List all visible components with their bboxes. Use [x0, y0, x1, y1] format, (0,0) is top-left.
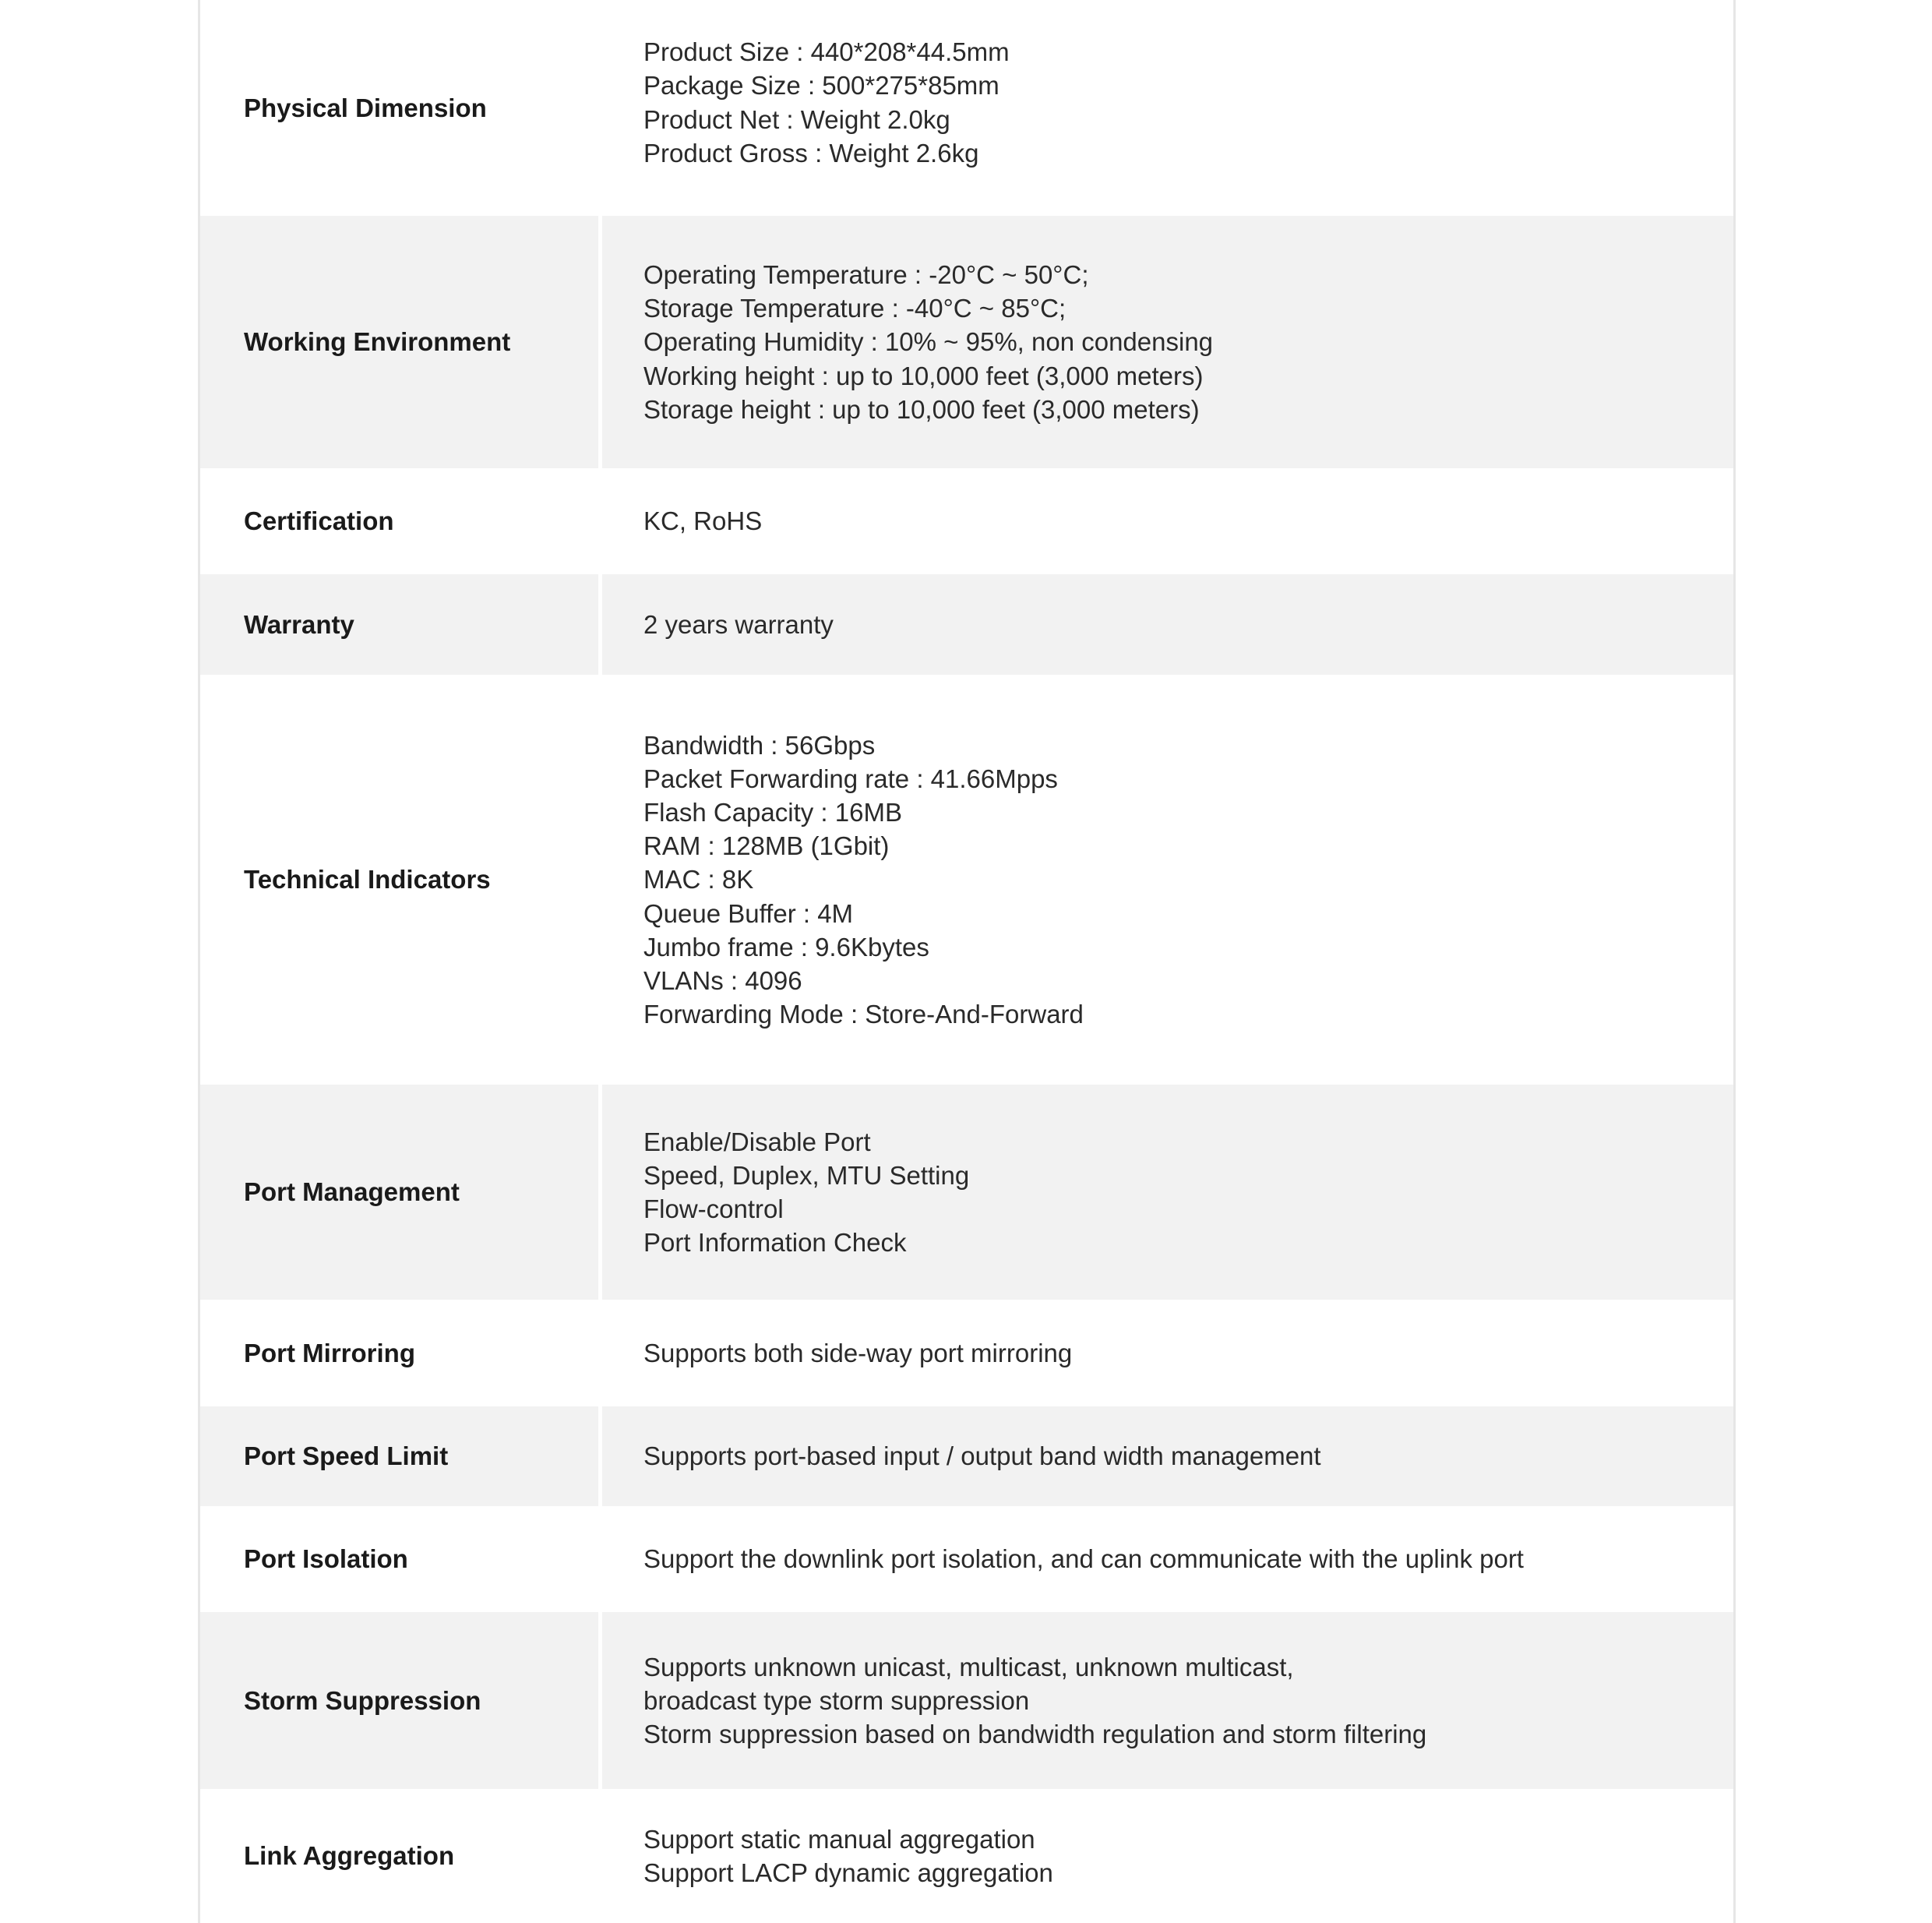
- spec-line: Operating Temperature : -20°C ~ 50°C;: [643, 259, 1089, 289]
- spec-line: Enable/Disable Port: [643, 1127, 871, 1156]
- spec-line: Port Information Check: [643, 1228, 907, 1258]
- spec-row-port-isolation: [200, 1506, 1733, 1612]
- spec-line: KC, RoHS: [643, 506, 763, 536]
- spec-label: Warranty: [244, 609, 354, 639]
- spec-line: VLANs : 4096: [643, 966, 802, 995]
- spec-line: Support static manual aggregation: [643, 1824, 1035, 1854]
- spec-line: Queue Buffer : 4M: [643, 898, 854, 928]
- spec-value: [598, 1085, 1733, 1300]
- spec-line: Bandwidth : 56Gbps: [643, 730, 876, 760]
- spec-line: MAC : 8K: [643, 865, 754, 894]
- spec-line: Flow-control: [643, 1194, 784, 1223]
- spec-line: Working height : up to 10,000 feet (3,000 meters): [643, 361, 1204, 390]
- spec-value: [598, 0, 1733, 216]
- spec-label: Storm Suppression: [244, 1685, 481, 1715]
- spec-row-warranty: [200, 574, 1733, 675]
- spec-line: Package Size : 500*275*85mm: [643, 71, 999, 101]
- spec-line: Packet Forwarding rate : 41.66Mpps: [643, 764, 1058, 793]
- spec-line: Product Size : 440*208*44.5mm: [643, 37, 1010, 67]
- spec-label: Port Isolation: [244, 1544, 408, 1573]
- spec-line: Operating Humidity : 10% ~ 95%, non condensing: [643, 327, 1214, 357]
- spec-value: [598, 1506, 1733, 1612]
- spec-value: [598, 675, 1733, 1085]
- spec-line: Jumbo frame : 9.6Kbytes: [643, 932, 929, 962]
- spec-line: Support LACP dynamic aggregation: [643, 1858, 1053, 1887]
- spec-label: Certification: [244, 506, 394, 535]
- spec-line: Forwarding Mode : Store-And-Forward: [643, 1000, 1084, 1029]
- spec-value: [598, 1612, 1733, 1789]
- spec-line: Supports unknown unicast, multicast, unknown multicast,: [643, 1652, 1294, 1681]
- spec-line: Speed, Duplex, MTU Setting: [643, 1160, 970, 1190]
- spec-label: Physical Dimension: [244, 93, 487, 122]
- spec-row-storm-suppression: [200, 1612, 1733, 1789]
- spec-value: [598, 1300, 1733, 1406]
- spec-line: Product Gross : Weight 2.6kg: [643, 138, 979, 168]
- spec-row-link-aggregation: [200, 1789, 1733, 1923]
- spec-value: [598, 1789, 1733, 1923]
- spec-value: [598, 1406, 1733, 1506]
- spec-row-working-environment: [200, 216, 1733, 468]
- spec-line: 2 years warranty: [643, 609, 834, 639]
- spec-label: Technical Indicators: [244, 865, 491, 894]
- spec-row-port-management: [200, 1085, 1733, 1300]
- spec-line: Storm suppression based on bandwidth regulation and storm filtering: [643, 1720, 1427, 1749]
- spec-label: Port Management: [244, 1177, 460, 1206]
- spec-row-physical-dimension: [200, 0, 1733, 216]
- spec-value: [598, 574, 1733, 675]
- spec-label: Port Mirroring: [244, 1338, 415, 1367]
- spec-line: RAM : 128MB (1Gbit): [643, 831, 890, 861]
- spec-line: Supports both side-way port mirroring: [643, 1338, 1073, 1367]
- spec-line: Storage height : up to 10,000 feet (3,000 meters): [643, 394, 1200, 424]
- spec-label: Link Aggregation: [244, 1841, 455, 1870]
- spec-label: Working Environment: [244, 327, 511, 356]
- spec-value: [598, 468, 1733, 574]
- spec-line: Product Net : Weight 2.0kg: [643, 104, 950, 134]
- spec-value: [598, 216, 1733, 468]
- spec-label: Port Speed Limit: [244, 1441, 449, 1470]
- spec-row-certification: [200, 468, 1733, 574]
- spec-row-technical-indicators: [200, 675, 1733, 1085]
- spec-row-port-speed-limit: [200, 1406, 1733, 1506]
- spec-line: Flash Capacity : 16MB: [643, 797, 902, 827]
- spec-line: Support the downlink port isolation, and can communicate with the uplink port: [643, 1544, 1524, 1574]
- spec-table: [198, 0, 1736, 1923]
- spec-line: Supports port-based input / output band width management: [643, 1441, 1321, 1471]
- spec-line: broadcast type storm suppression: [643, 1685, 1030, 1715]
- spec-row-port-mirroring: [200, 1300, 1733, 1406]
- spec-line: Storage Temperature : -40°C ~ 85°C;: [643, 294, 1066, 323]
